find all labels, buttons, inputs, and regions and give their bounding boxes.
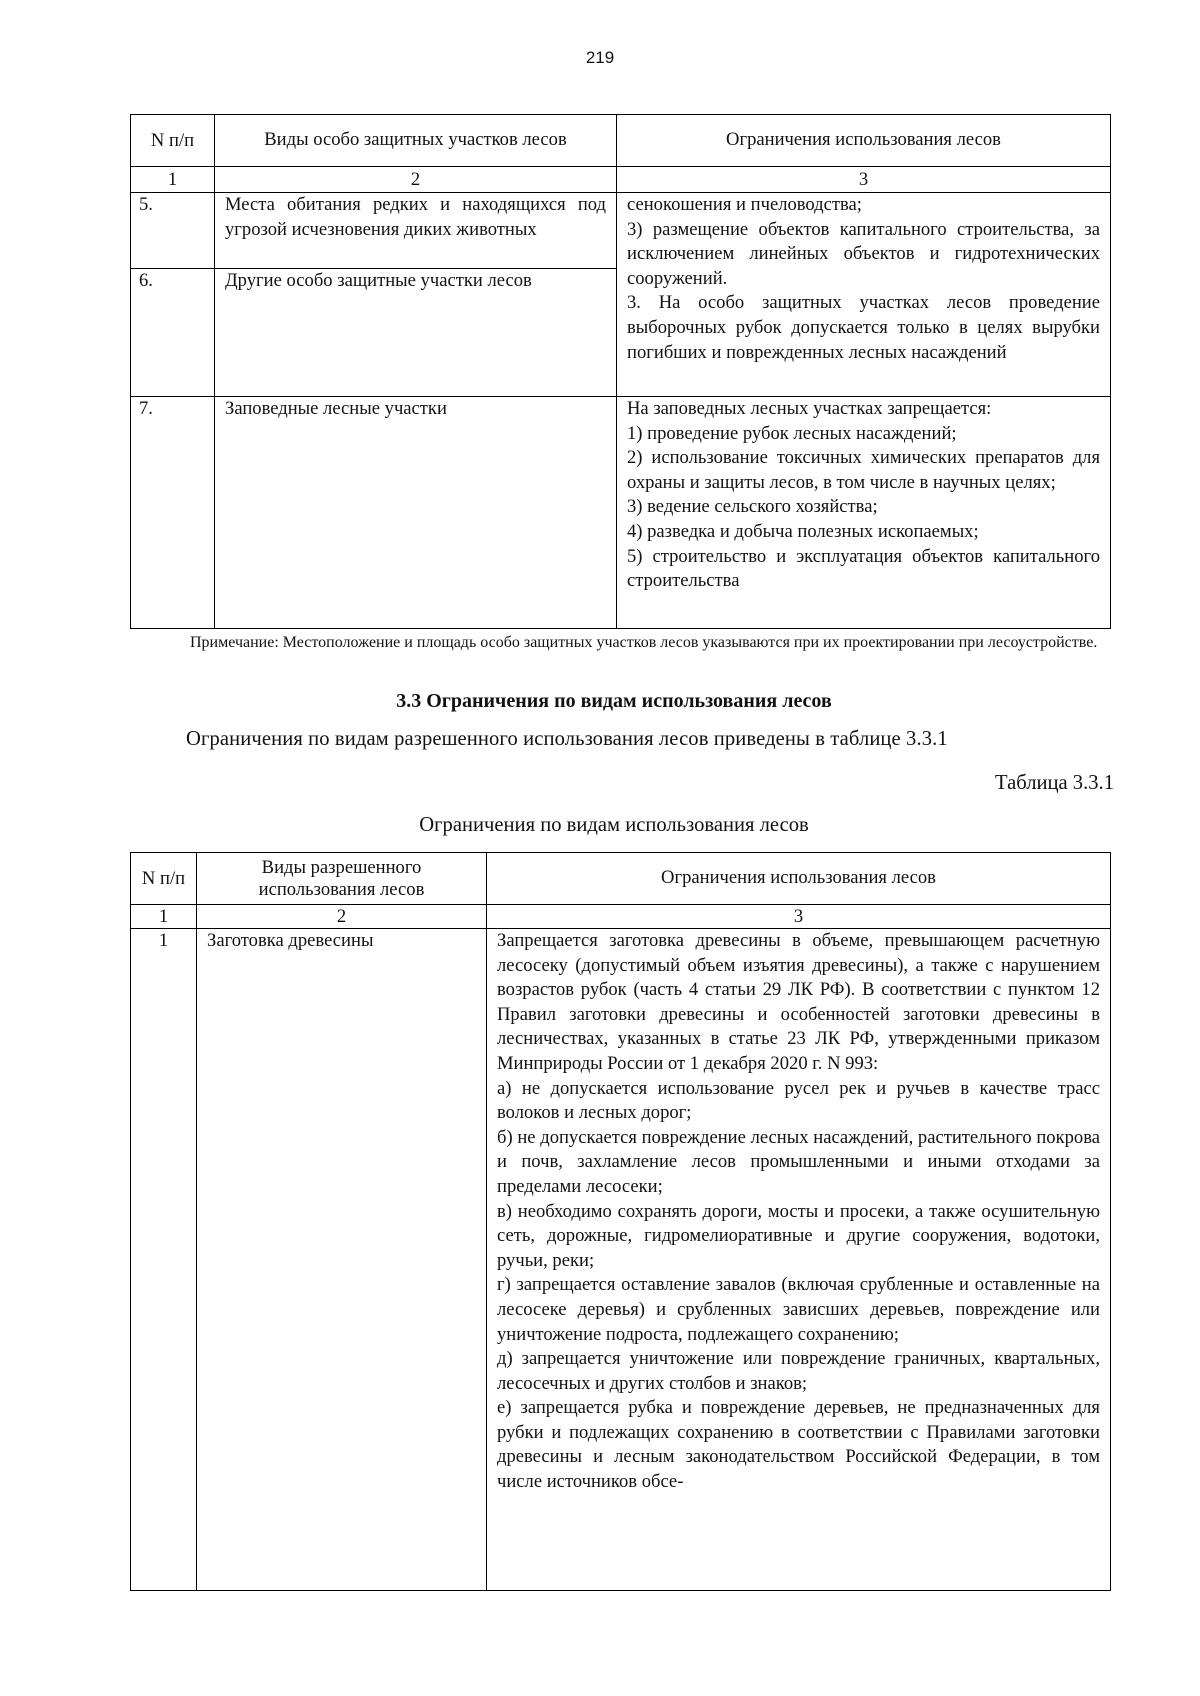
restriction-item: б) не допускается повреждение лесных насаждений, растительного покрова и почв, захламление лесов промышленными и иными отходами за пределами лесосеки; [497,1126,1100,1197]
column-number: 2 [215,167,617,193]
column-number: 1 [131,905,197,929]
table-label: Таблица 3.3.1 [995,772,1114,794]
protective-areas-table [130,114,1111,629]
table-note: Примечание: Местоположение и площадь особо защитных участков лесов указываются при их проектировании при лесоустройстве. [190,634,1098,651]
restriction-item: 3) ведение сельского хозяйства; [627,496,878,518]
header-number: N п/п [131,853,197,905]
area-type: Заповедные лесные участки [215,397,617,629]
column-number-row [131,167,1111,193]
restriction-item: 2) использование токсичных химических препаратов для охраны и защиты лесов, в том числе в научных целях; [627,447,1100,493]
table-row [131,193,1111,269]
area-type: Другие особо защитные участки лесов [215,269,617,397]
restriction-item: 3. На особо защитных участках лесов проведение выборочных рубок допускается только в целях вырубки погибших и поврежденных лесных насаждений [627,292,1100,363]
restriction-item: сенокошения и пчеловодства; [627,194,862,215]
restrictions-cell [617,193,1111,397]
table-row [131,929,1111,1591]
usage-type: Заготовка древесины [197,929,487,1591]
restriction-item: г) запрещается оставление завалов (включая срубленные и оставленные на лесосеке деревья) и срубленных зависших деревьев, повреждение или уничтожение подроста, подлежащего сохранению; [497,1274,1100,1345]
restriction-item: На заповедных лесных участках запрещается: [627,398,992,419]
row-number: 7. [131,397,215,629]
section-title: 3.3 Ограничения по видам использования лесов [396,690,832,712]
restriction-item: е) запрещается рубка и повреждение деревьев, не предназначенных для рубки и подлежащих сохранению в соответствии с Правилами заготовки древесины и лесным законодательством Российской Федерации, в том числе источников обсе- [497,1397,1100,1493]
column-number: 2 [197,905,487,929]
header-number: N п/п [131,115,215,167]
column-number-row [131,905,1111,929]
restriction-item: в) необходимо сохранять дороги, мосты и просеки, а также осушительную сеть, дорожные, гидромелиоративные и другие сооружения, водотоки, ручьи, реки; [497,1200,1100,1271]
table-row [131,397,1111,629]
column-number: 3 [487,905,1111,929]
header-restrictions: Ограничения использования лесов [617,115,1111,167]
column-number: 3 [617,167,1111,193]
restrictions-cell [487,929,1111,1591]
area-type: Места обитания редких и находящихся под угрозой исчезновения диких животных [215,193,617,269]
restriction-item: 4) разведка и добыча полезных ископаемых; [627,520,979,542]
restrictions-cell [617,397,1111,629]
header-usage-type: Виды разрешенного использования лесов [197,853,487,905]
table-title: Ограничения по видам использования лесов [419,814,809,836]
table-header-row [131,115,1111,167]
header-restrictions: Ограничения использования лесов [487,853,1111,905]
restriction-item: 3) размещение объектов капитального строительства, за исключением линейных объектов и гидротехнических сооружений. [627,218,1100,289]
restriction-item: 1) проведение рубок лесных насаждений; [627,422,957,444]
row-number: 1 [131,929,197,1591]
column-number: 1 [131,167,215,193]
restriction-item: а) не допускается использование русел рек и ручьев в качестве трасс волоков и лесных дорог; [497,1077,1100,1124]
table-header-row [131,853,1111,905]
row-number: 6. [131,269,215,397]
restriction-item: Запрещается заготовка древесины в объеме, превышающем расчетную лесосеку (допустимый объем изъятия древесины), а также с нарушением возрастов рубок (часть 4 статьи 29 ЛК РФ). В соответствии с пунктом 12 Правил заготовки древесины и особенностей заготовки древесины в лесничествах, указанных в статье 23 ЛК РФ, утвержденными приказом Минприроды России от 1 декабря 2020 г. N 993: [497,930,1100,1074]
restriction-item: 5) строительство и эксплуатация объектов капитального строительства [627,545,1100,592]
header-area-type: Виды особо защитных участков лесов [215,115,617,167]
intro-paragraph: Ограничения по видам разрешенного использования лесов приведены в таблице 3.3.1 [186,728,948,750]
row-number: 5. [131,193,215,269]
page-number: 219 [585,48,615,67]
restriction-item: д) запрещается уничтожение или повреждение граничных, квартальных, лесосечных и других столбов и знаков; [497,1348,1100,1394]
usage-restrictions-table [130,852,1111,1591]
